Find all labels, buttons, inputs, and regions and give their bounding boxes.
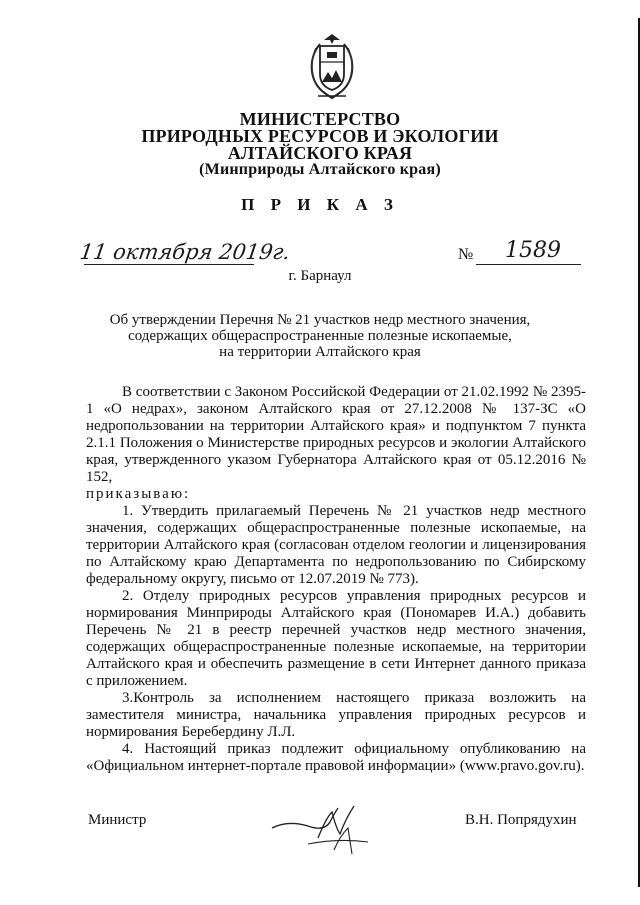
order-item-2: 2. Отделу природных ресурсов управления природных ресурсов и нормирования Минприроды Алтайского края (Пономарев И.А.) добавить Перечень № 21 в реестр перечней участков недр местного значения, содержащих общераспространенные полезные ископаемые, на территории Алтайского края и обеспечить размещение в сети Интернет данного приказа с приложением. bbox=[86, 588, 586, 689]
order-word: приказываю: bbox=[86, 486, 191, 502]
handwritten-date: 11 октября 2019г. bbox=[78, 240, 292, 264]
coat-of-arms-icon bbox=[300, 32, 364, 104]
handwritten-number: 1589 bbox=[505, 238, 561, 263]
order-item-3: 3.Контроль за исполнением настоящего приказа возложить на заместителя министра, начальника управления природных ресурсов и нормирования Беребердину Л.Л. bbox=[86, 690, 586, 740]
city-name: г. Барнаул bbox=[288, 268, 352, 284]
intro-paragraph: В соответствии с Законом Российской Федерации от 21.02.1992 № 2395-1 «О недрах», законом Алтайского края от 27.12.2008 № 137-ЗС «О недропользовании на территории Алтайского края» и подпунктом 7 пункта 2.1.1 Положения о Министерстве природных ресурсов и экологии Алтайского края, утвержденного указом Губернатора Алтайского края от 05.12.2016 № 152, bbox=[86, 384, 586, 485]
subject-line1: Об утверждении Перечня № 21 участков недр местного значения, bbox=[109, 312, 531, 328]
order-item-1: 1. Утвердить прилагаемый Перечень № 21 участков недр местного значения, содержащих общераспространенные полезные ископаемые, на территории Алтайского края (согласован отделом геологии и лицензирования по Алтайскому краю Департамента по недропользованию по Сибирскому федеральному округу, письмо от 12.07.2019 № 773). bbox=[86, 503, 586, 587]
order-body bbox=[86, 384, 586, 775]
subject-line3: на территории Алтайского края bbox=[219, 344, 421, 360]
document-type: П Р И К А З bbox=[241, 195, 399, 214]
order-item-4: 4. Настоящий приказ подлежит официальному опубликованию на «Официальном интернет-портале правовой информации» (www.pravo.gov.ru). bbox=[86, 741, 586, 774]
number-label: № bbox=[458, 246, 474, 263]
ministry-title-line3: АЛТАЙСКОГО КРАЯ bbox=[227, 143, 413, 163]
signer-title: Министр bbox=[88, 812, 147, 828]
ministry-title-line1: МИНИСТЕРСТВО bbox=[239, 109, 401, 129]
order-subject bbox=[60, 312, 580, 360]
number-underline bbox=[476, 264, 581, 265]
date-underline bbox=[84, 264, 254, 265]
subject-line2: содержащих общераспространенные полезные ископаемые, bbox=[128, 328, 512, 344]
signer-name: В.Н. Попрядухин bbox=[465, 812, 577, 828]
signature-icon bbox=[268, 798, 388, 858]
ministry-title-line2: ПРИРОДНЫХ РЕСУРСОВ И ЭКОЛОГИИ bbox=[141, 126, 499, 146]
ministry-short-name: (Минприроды Алтайского края) bbox=[199, 161, 441, 178]
